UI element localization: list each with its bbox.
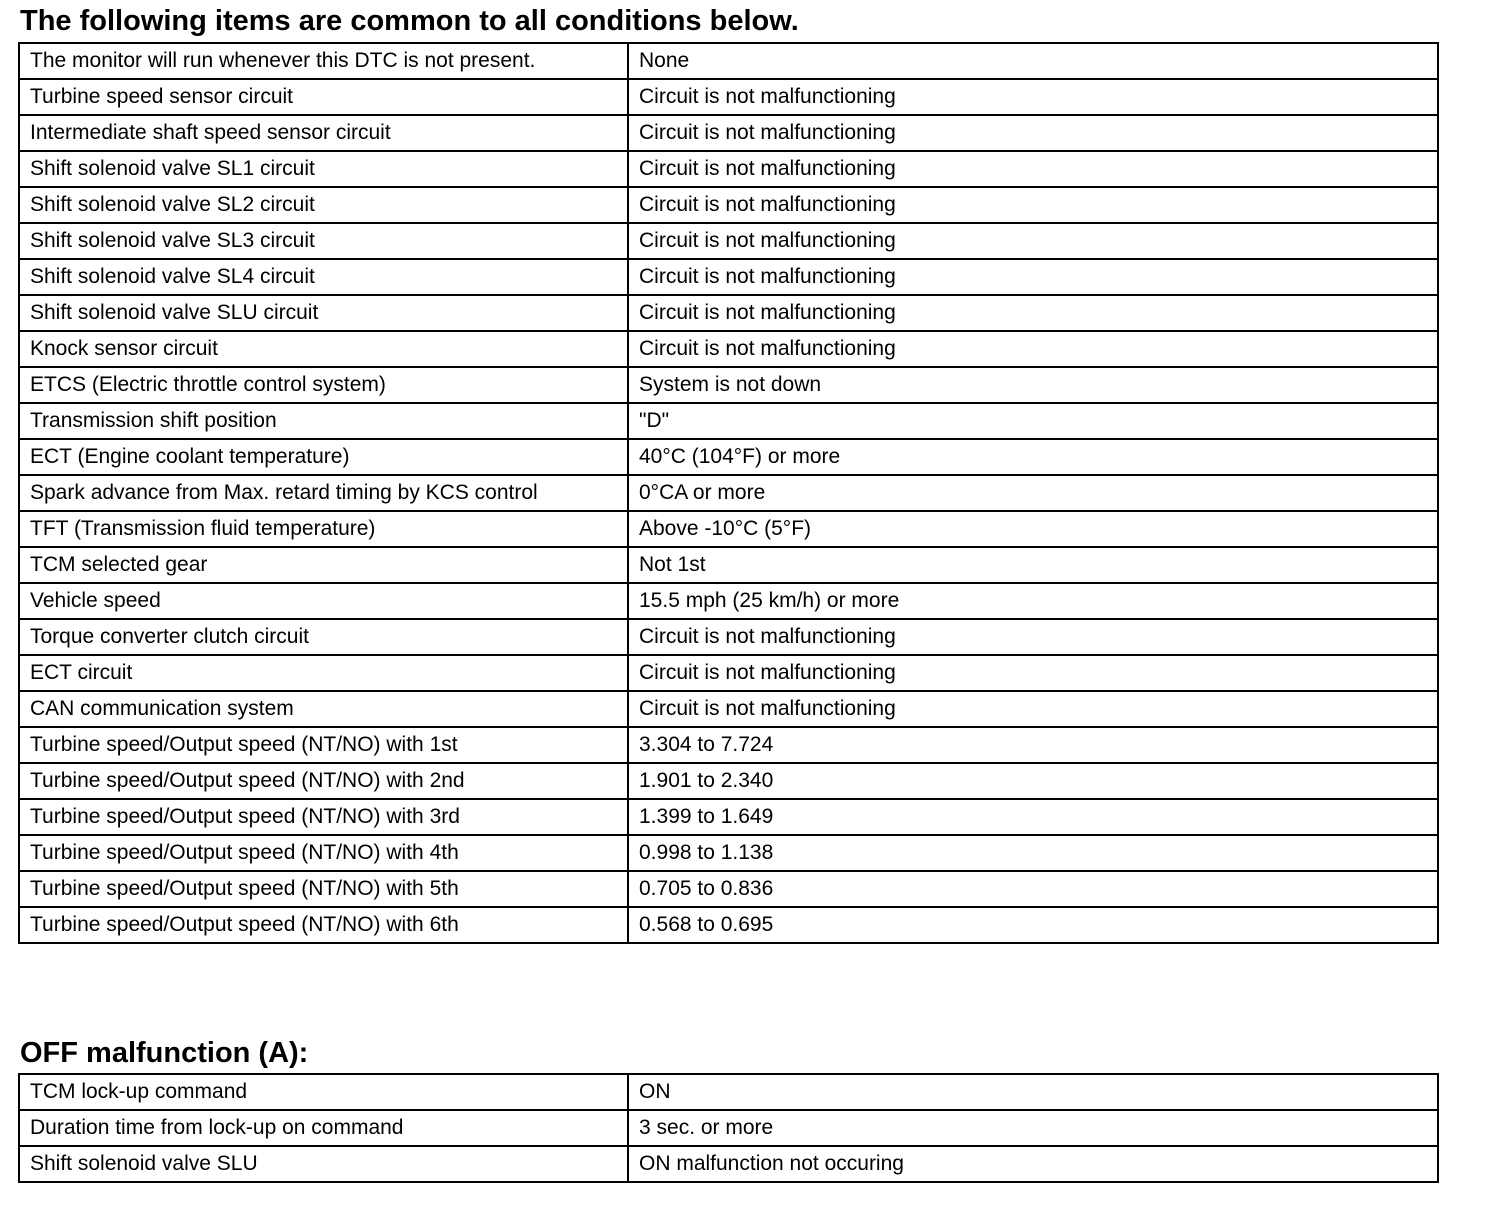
table-row [19,799,1438,835]
condition-cell: 0.705 to 0.836 [628,871,1438,907]
table-row [19,295,1438,331]
item-cell: Turbine speed/Output speed (NT/NO) with 1st [19,727,628,763]
table-row [19,115,1438,151]
table-row [19,331,1438,367]
table-row [19,403,1438,439]
condition-cell: "D" [628,403,1438,439]
item-cell: Duration time from lock-up on command [19,1110,628,1146]
item-cell: TCM selected gear [19,547,628,583]
item-cell: ETCS (Electric throttle control system) [19,367,628,403]
table-row [19,871,1438,907]
table-row [19,223,1438,259]
condition-cell: None [628,43,1438,79]
item-cell: Turbine speed/Output speed (NT/NO) with 3rd [19,799,628,835]
table-row [19,691,1438,727]
item-cell: Turbine speed/Output speed (NT/NO) with 2nd [19,763,628,799]
table-row [19,1074,1438,1110]
condition-cell: 0.998 to 1.138 [628,835,1438,871]
off-malfunction-heading: OFF malfunction (A): [20,1037,309,1069]
condition-cell: Circuit is not malfunctioning [628,187,1438,223]
condition-cell: Circuit is not malfunctioning [628,619,1438,655]
table-row [19,439,1438,475]
condition-cell: 40°C (104°F) or more [628,439,1438,475]
table-row [19,187,1438,223]
item-cell: Intermediate shaft speed sensor circuit [19,115,628,151]
item-cell: Shift solenoid valve SLU circuit [19,295,628,331]
condition-cell: 1.399 to 1.649 [628,799,1438,835]
item-cell: Turbine speed/Output speed (NT/NO) with 4th [19,835,628,871]
table-row [19,655,1438,691]
item-cell: The monitor will run whenever this DTC is not present. [19,43,628,79]
item-cell: Turbine speed sensor circuit [19,79,628,115]
off-malfunction-table [18,1073,1439,1183]
item-cell: Turbine speed/Output speed (NT/NO) with 6th [19,907,628,943]
item-cell: ECT circuit [19,655,628,691]
item-cell: Torque converter clutch circuit [19,619,628,655]
condition-cell: 0°CA or more [628,475,1438,511]
condition-cell: ON malfunction not occuring [628,1146,1438,1182]
condition-cell: Circuit is not malfunctioning [628,115,1438,151]
table-row [19,835,1438,871]
table-row [19,511,1438,547]
common-conditions-table-body [19,43,1438,943]
condition-cell: 3 sec. or more [628,1110,1438,1146]
table-row [19,151,1438,187]
off-malfunction-table-body [19,1074,1438,1182]
condition-cell: Above -10°C (5°F) [628,511,1438,547]
condition-cell: Circuit is not malfunctioning [628,295,1438,331]
condition-cell: Circuit is not malfunctioning [628,691,1438,727]
item-cell: Shift solenoid valve SL4 circuit [19,259,628,295]
table-row [19,727,1438,763]
item-cell: Turbine speed/Output speed (NT/NO) with 5th [19,871,628,907]
item-cell: Vehicle speed [19,583,628,619]
item-cell: ECT (Engine coolant temperature) [19,439,628,475]
table-row [19,475,1438,511]
table-row [19,547,1438,583]
table-row [19,43,1438,79]
table-row [19,1110,1438,1146]
item-cell: Shift solenoid valve SL1 circuit [19,151,628,187]
table-row [19,583,1438,619]
condition-cell: Not 1st [628,547,1438,583]
condition-cell: Circuit is not malfunctioning [628,259,1438,295]
item-cell: TCM lock-up command [19,1074,628,1110]
condition-cell: 3.304 to 7.724 [628,727,1438,763]
condition-cell: Circuit is not malfunctioning [628,79,1438,115]
item-cell: Shift solenoid valve SLU [19,1146,628,1182]
item-cell: Knock sensor circuit [19,331,628,367]
item-cell: Spark advance from Max. retard timing by KCS control [19,475,628,511]
common-conditions-table [18,42,1439,944]
table-row [19,259,1438,295]
condition-cell: Circuit is not malfunctioning [628,331,1438,367]
condition-cell: Circuit is not malfunctioning [628,151,1438,187]
condition-cell: Circuit is not malfunctioning [628,655,1438,691]
item-cell: TFT (Transmission fluid temperature) [19,511,628,547]
table-row [19,79,1438,115]
table-row [19,367,1438,403]
table-row [19,763,1438,799]
item-cell: Shift solenoid valve SL3 circuit [19,223,628,259]
table-row [19,907,1438,943]
item-cell: Shift solenoid valve SL2 circuit [19,187,628,223]
condition-cell: System is not down [628,367,1438,403]
condition-cell: 0.568 to 0.695 [628,907,1438,943]
item-cell: Transmission shift position [19,403,628,439]
table-row [19,1146,1438,1182]
common-conditions-heading: The following items are common to all conditions below. [20,5,799,37]
condition-cell: 1.901 to 2.340 [628,763,1438,799]
condition-cell: 15.5 mph (25 km/h) or more [628,583,1438,619]
item-cell: CAN communication system [19,691,628,727]
table-row [19,619,1438,655]
condition-cell: ON [628,1074,1438,1110]
condition-cell: Circuit is not malfunctioning [628,223,1438,259]
